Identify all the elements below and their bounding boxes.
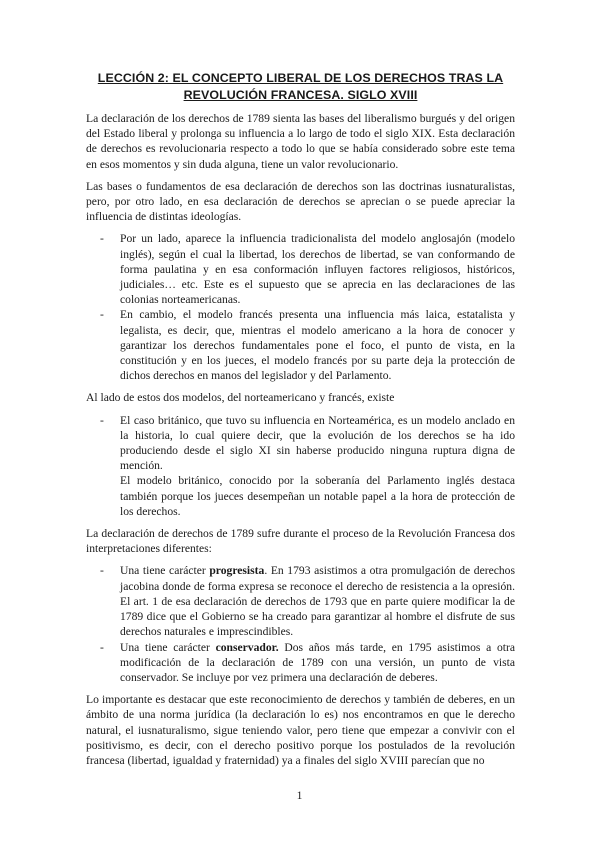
list-item-french: - En cambio, el modelo francés presenta una influencia más laica, estatalista y legalista, es decir, que, mientras el modelo americano a la hora de conocer y garantizar los derechos fundamentales pone el foco, el punto de vista, en la constitución y en los jueces, el modelo francés por su parte deja la protección de dichos derechos en manos del legislador y del Parlamento. bbox=[86, 307, 515, 383]
list-item-conservative bbox=[86, 640, 515, 686]
title-line-2: REVOLUCIÓN FRANCESA. SIGLO XVIII bbox=[183, 88, 418, 102]
paragraph-intro: La declaración de los derechos de 1789 sienta las bases del liberalismo burgués y del origen del Estado liberal y prolonga su influencia a lo largo de todo el siglo XIX. Esta declaración de derechos es revolucionaria respecto a todo lo que se había considerado sobre este tema en esos momentos y sin duda alguna, tiene un valor revolucionario. bbox=[86, 112, 515, 171]
british-extra-text: El modelo británico, conocido por la soberanía del Parlamento inglés destaca también porque los jueces desempeñan un notable papel a la hora de protección de los derechos. bbox=[120, 474, 515, 518]
interpretations-list bbox=[86, 563, 515, 685]
paragraph-conclusion: Lo importante es destacar que este reconocimiento de derechos y también de deberes, en un ámbito de una norma jurídica (la declaración lo es) nos encontramos en que le derecho natural, el iusnaturalismo, sigue teniendo valor, pero tiene que empezar a convivir con el positivismo, es decir, con el derecho positivo porque los postulados de la revolución francesa (libertad, igualdad y fraternidad) ya a finales del siglo XVIII parecían que no bbox=[86, 693, 515, 767]
conservative-pre: Una tiene carácter bbox=[120, 640, 216, 654]
british-list bbox=[86, 413, 515, 519]
influences-list bbox=[86, 231, 515, 383]
progressive-pre: Una tiene carácter bbox=[120, 564, 210, 578]
list-item-british bbox=[86, 413, 515, 519]
lesson-title bbox=[86, 70, 515, 104]
page-number: 1 bbox=[296, 789, 303, 802]
list-item-anglosaxon: - Por un lado, aparece la influencia tradicionalista del modelo anglosajón (modelo inglés), según el cual la libertad, los derechos de libertad, se van conformando de forma paulatina y en esa conformación influyen factores religiosos, históricos, judiciales… etc. Este es el supuesto que se aprecia en las declaraciones de las colonias norteamericanas. bbox=[86, 231, 515, 307]
paragraph-foundations: Las bases o fundamentos de esa declaración de derechos son las doctrinas iusnaturalistas, pero, por otro lado, en esa declaración de derechos se aprecian o se puede apreciar la influencia de distintas ideologías. bbox=[86, 179, 515, 224]
progressive-keyword: progresista bbox=[209, 564, 265, 578]
progressive-post: . En 1793 asistimos a otra promulgación de derechos jacobina donde de forma expresa se reconoce el derecho de resistencia a la opresión. El art. 1 de esa declaración de derechos de 1793 que en parte quiere modificar la de 1789 dice que el Gobierno se ha creado para garantizar al hombre el disfrute de sus derechos naturales e imprescindibles. bbox=[120, 564, 515, 639]
conservative-post: Dos años más tarde, en 1795 asistimos a otra modificación de la declaración de 1789 con una versión, un punto de vista conservador. Se incluye por vez primera una declaración de deberes. bbox=[120, 640, 515, 684]
paragraph-interpretations: La declaración de derechos de 1789 sufre durante el proceso de la Revolución Francesa dos interpretaciones diferentes: bbox=[86, 527, 515, 556]
title-line-1: LECCIÓN 2: EL CONCEPTO LIBERAL DE LOS DERECHOS TRAS LA bbox=[97, 71, 504, 85]
list-item-progressive bbox=[86, 563, 515, 639]
british-text: - El caso británico, que tuvo su influencia en Norteamérica, es un modelo anclado en la historia, lo cual quiere decir, que la evolución de los derechos se ha ido produciendo desde el siglo XI sin haberse producido ninguna ruptura digna de mención. bbox=[120, 413, 515, 473]
paragraph-other-models: Al lado de estos dos modelos, del norteamericano y francés, existe bbox=[86, 391, 395, 405]
conservative-keyword: conservador. bbox=[215, 640, 279, 654]
